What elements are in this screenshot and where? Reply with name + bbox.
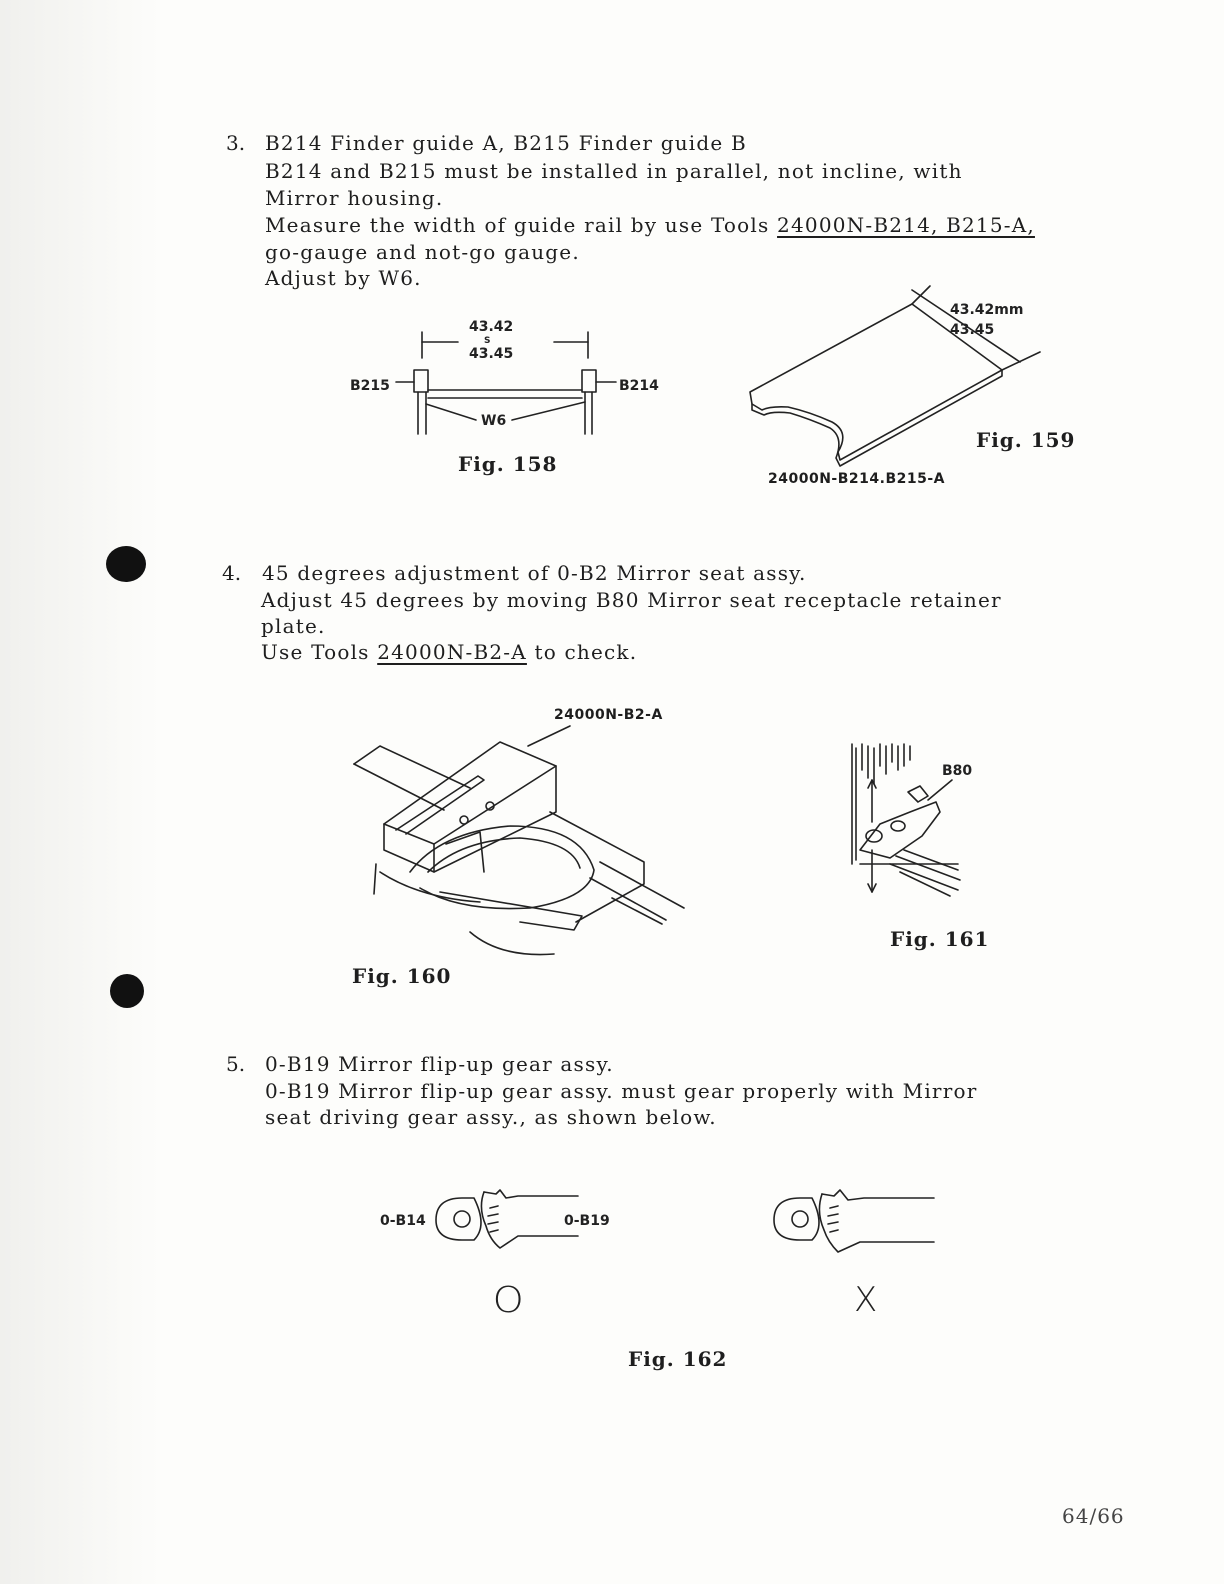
punch-hole-top	[106, 546, 146, 582]
section-4-line-2: plate.	[261, 614, 326, 638]
section-3-number: 3.	[226, 131, 246, 155]
section-4-line-3-end: to check.	[526, 640, 638, 664]
fig-158-dim-top: 43.42	[469, 319, 514, 335]
fig-159-drawing	[740, 282, 1060, 492]
section-3-line-2: Mirror housing.	[265, 186, 444, 210]
fig-162-good-mark: O	[492, 1280, 524, 1321]
fig-160-drawing	[350, 722, 690, 962]
fig-159-tool-label: 24000N-B214.B215-A	[768, 471, 945, 487]
fig-161-caption: Fig. 161	[890, 927, 990, 951]
fig-158-label-w6: W6	[481, 413, 507, 429]
fig-162-caption: Fig. 162	[628, 1347, 728, 1371]
fig-161-label-b80: B80	[942, 763, 973, 779]
fig-158-dim-bottom: 43.45	[469, 346, 514, 362]
punch-hole-bottom	[110, 974, 144, 1008]
section-3-line-5: Adjust by W6.	[265, 266, 422, 290]
section-5-line-2: seat driving gear assy., as shown below.	[265, 1105, 717, 1129]
section-5-line-1: 0-B19 Mirror flip-up gear assy. must gear properly with Mirror	[265, 1079, 978, 1103]
fig-162-label-b14: 0-B14	[380, 1213, 426, 1229]
section-5-number: 5.	[226, 1052, 246, 1076]
fig-160-tool-label: 24000N-B2-A	[554, 707, 663, 723]
section-3-line-3-text: Measure the width of guide rail by use Tools	[265, 213, 778, 237]
section-3-title: B214 Finder guide A, B215 Finder guide B	[265, 131, 747, 155]
fig-158-dim-sep: S	[484, 336, 491, 346]
section-3-line-3	[265, 213, 1035, 237]
scan-shadow	[0, 0, 160, 1584]
fig-159-dim-top: 43.42mm	[950, 302, 1024, 318]
fig-160-caption: Fig. 160	[352, 964, 452, 988]
fig-159-dim-bottom: 43.45	[950, 322, 995, 338]
fig-162-drawing	[378, 1186, 978, 1326]
section-4-line-1: Adjust 45 degrees by moving B80 Mirror seat receptacle retainer	[261, 588, 1002, 612]
section-4-number: 4.	[222, 561, 242, 585]
fig-158-label-b215: B215	[350, 378, 390, 394]
tool-24000n-b2-a: 24000N-B2-A	[377, 640, 527, 664]
section-5-title: 0-B19 Mirror flip-up gear assy.	[265, 1052, 614, 1076]
section-4-line-3-text: Use Tools	[261, 640, 378, 664]
fig-161-drawing	[840, 740, 1000, 910]
fig-162-bad-mark: X	[854, 1280, 878, 1320]
fig-159-caption: Fig. 159	[976, 428, 1076, 452]
tool-24000n-b214: 24000N-B214, B215-A,	[777, 213, 1035, 237]
section-4-line-3	[261, 640, 637, 664]
fig-158-caption: Fig. 158	[458, 452, 558, 476]
page-number: 64/66	[1062, 1504, 1125, 1528]
section-3-line-1: B214 and B215 must be installed in parallel, not incline, with	[265, 159, 963, 183]
fig-158-drawing	[340, 310, 660, 460]
section-4-title: 45 degrees adjustment of 0-B2 Mirror seat assy.	[262, 561, 807, 585]
fig-162-label-b19: 0-B19	[564, 1213, 610, 1229]
section-3-line-4: go-gauge and not-go gauge.	[265, 240, 580, 264]
fig-158-label-b214: B214	[619, 378, 659, 394]
